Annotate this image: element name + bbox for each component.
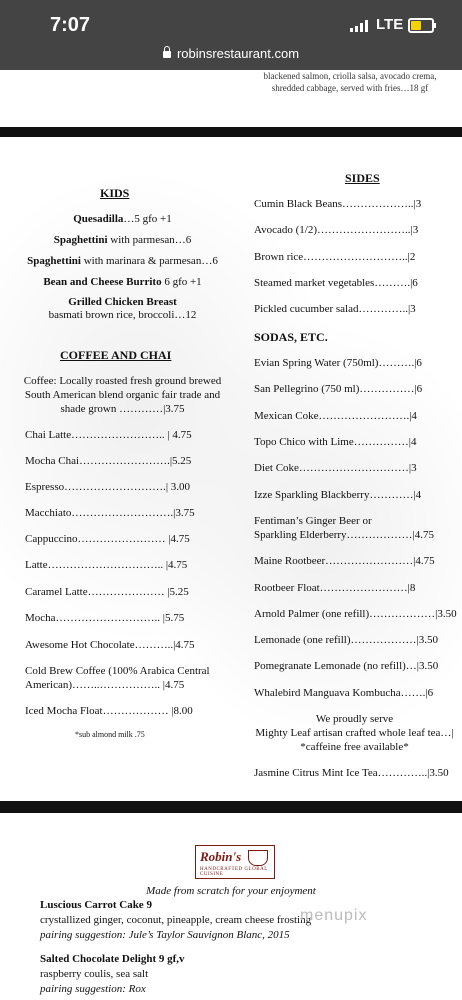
menu-item: Whalebird Manguava Kombucha…….|6 [254,687,434,699]
url-text: robinsrestaurant.com [176,46,300,61]
menu-item: Awesome Hot Chocolate………..|4.75 [25,639,195,651]
menu-item: Avocado (1/2)……………………..|3 [254,224,419,236]
dessert-tagline: Made from scratch for your enjoyment [146,885,316,897]
menu-item: Evian Spring Water (750ml)……….|6 [254,357,422,369]
menu-note: *sub almond milk .75 [75,730,145,739]
menu-item: Rootbeer Float……………………|8 [254,582,416,594]
menu-item: Latte………………………….. |4.75 [25,559,188,571]
prev-menu-peek [250,70,450,94]
network-label: LTE [376,16,404,33]
tea-note: Mighty Leaf artisan crafted whole leaf tea…| [255,727,454,739]
menu-item: Steamed market vegetables……….|6 [254,277,418,289]
battery-icon [408,18,434,33]
lock-icon [163,51,171,58]
restaurant-logo: Robin's HANDCRAFTED GLOBAL CUISINE [195,845,275,879]
coffee-intro: shade grown …………|3.75 [60,403,185,415]
menu-item: Spaghettini with parmesan…6 [53,234,192,246]
menu-item-desc: basmati brown rice, broccoli…12 [48,309,197,321]
menu-item: Mocha Chai…………………….|5.25 [25,455,192,467]
tea-note: *caffeine free available* [300,741,409,753]
menu-item: San Pellegrino (750 ml)……………|6 [254,383,423,395]
menu-item: Mocha……………………….. |5.75 [25,612,185,624]
coffee-heading: COFFEE AND CHAI [60,348,172,362]
menu-item: Maine Rootbeer……………………|4.75 [254,555,435,567]
menu-item: Grilled Chicken Breast [68,296,177,308]
peek-line: blackened salmon, criolla salsa, avocado crema, [263,71,437,81]
menu-item: Brown rice………………………..|2 [254,251,416,263]
kids-heading: KIDS [100,186,130,200]
menu-item: Pomegranate Lemonade (no refill)…|3.50 [254,660,439,672]
menu-item: Izze Sparkling Blackberry…………|4 [254,489,422,501]
menu-item: Cumin Black Beans………………..|3 [254,198,422,210]
menu-item: Arnold Palmer (one refill)………………|3.50 [254,608,457,620]
menu-item: Caramel Latte………………… |5.25 [25,586,189,598]
peek-line: shredded cabbage, served with fries…18 gf [271,83,429,93]
menu-item: Iced Mocha Float……………… |8.00 [25,705,193,717]
signal-icon [350,20,368,32]
menu-item: Bean and Cheese Burrito 6 gfo +1 [43,276,202,288]
tea-note: We proudly serve [315,713,394,725]
menu-item: Chai Latte…………………….. | 4.75 [25,429,192,441]
sodas-heading: SODAS, ETC. [254,330,328,344]
menu-item: Quesadilla…5 gfo +1 [73,213,172,225]
dessert-item: Salted Chocolate Delight 9 gf,v raspberry coulis, sea salt pairing suggestion: Rox [40,953,185,995]
sides-heading: SIDES [345,171,380,185]
coffee-intro: South American blend organic fair trade and [24,389,221,401]
menu-item: Pickled cucumber salad…………..|3 [254,303,416,315]
menu-item: American)……..…………….. |4.75 [25,679,185,691]
battery-fill [411,21,421,30]
divider-bar [0,127,462,137]
menu-item: Lemonade (one refill)………………|3.50 [254,634,438,646]
clock: 7:07 [50,14,91,36]
watermark: menupix [300,907,368,924]
menu-item: Espresso……………………….| 3.00 [25,481,191,493]
dessert-item: Luscious Carrot Cake 9 crystallized ginger, coconut, pineapple, cream cheese frosting pairing suggestion: Jule’s Taylor Sauvignon Blanc, 2015 [40,899,312,941]
menu-item: Cappuccino…………………… |4.75 [25,533,190,545]
menu-item: Macchiato……………………….|3.75 [25,507,195,519]
menu-item: Mexican Coke…………………….|4 [254,410,417,422]
cup-icon [248,850,268,866]
menu-item: Fentiman’s Ginger Beer or [254,515,372,527]
coffee-intro: Coffee: Locally roasted fresh ground brewed [23,375,222,387]
status-bar [0,0,462,70]
menu-item: Cold Brew Coffee (100% Arabica Central [25,665,210,677]
url-bar[interactable] [0,46,462,61]
menu-item: Spaghettini with marinara & parmesan…6 [27,255,218,267]
menu-item: Diet Coke…………………………|3 [254,462,417,474]
menu-item: Sparkling Elderberry………………|4.75 [254,529,435,541]
menu-item: Jasmine Citrus Mint Ice Tea…………..|3.50 [254,767,449,779]
divider-bar [0,801,462,813]
menu-item: Topo Chico with Lime……………|4 [254,436,417,448]
